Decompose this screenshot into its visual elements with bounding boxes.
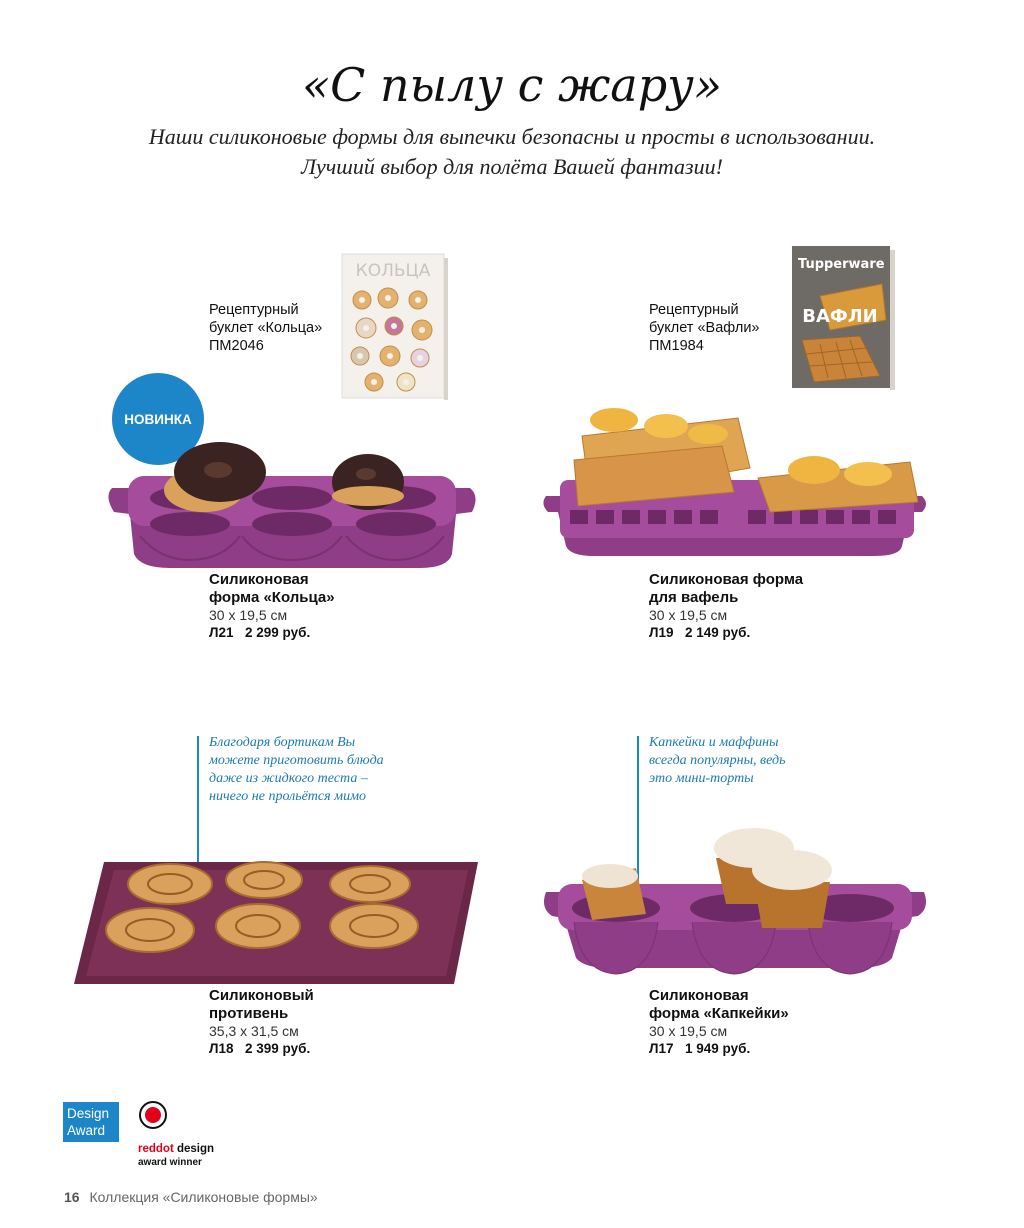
waffle-mold-image <box>538 400 930 560</box>
booklet-rings-line2: буклет «Кольца» <box>209 320 323 336</box>
booklet-waffles-cover-title: ВАФЛИ <box>802 306 878 327</box>
product-tray-name2: противень <box>209 1005 289 1022</box>
product-cupcake-price: 1 949 руб. <box>685 1041 751 1056</box>
product-rings-code: Л21 <box>209 625 234 640</box>
page-title: «С пылу с жару» <box>301 58 723 112</box>
product-waffles-name1: Силиконовая форма <box>649 571 804 588</box>
page-footer <box>64 1189 318 1205</box>
subtitle-line-1: Наши силиконовые формы для выпечки безопасны и просты в использовании. <box>148 124 876 149</box>
product-waffles-dims: 30 х 19,5 см <box>649 607 728 623</box>
note-tray-line3: даже из жидкого теста – <box>209 771 368 786</box>
product-cupcake-dims: 30 х 19,5 см <box>649 1023 728 1039</box>
product-tray-code: Л18 <box>209 1041 234 1056</box>
product-rings-caption <box>209 571 335 642</box>
note-cupcake-line3: это мини-торты <box>649 771 754 786</box>
note-tray-line1: Благодаря бортикам Вы <box>209 735 356 750</box>
footer-section-title: Коллекция «Силиконовые формы» <box>89 1189 318 1205</box>
booklet-waffles-line1: Рецептурный <box>649 302 739 318</box>
product-rings-name1: Силиконовая <box>209 571 309 588</box>
reddot-design-word: design <box>173 1143 215 1155</box>
product-waffles-caption <box>649 571 803 642</box>
product-tray-dims: 35,3 х 31,5 см <box>209 1023 299 1039</box>
booklet-waffles-line2: буклет «Вафли» <box>649 320 760 336</box>
subtitle-line-2: Лучший выбор для полёта Вашей фантазии! <box>301 154 723 179</box>
note-tray-line4: ничего не прольётся мимо <box>209 789 367 804</box>
booklet-rings-cover-image <box>340 252 450 402</box>
product-cupcake-name1: Силиконовая <box>649 987 749 1004</box>
note-cupcake-line1: Капкейки и маффины <box>649 735 779 750</box>
baking-sheet-image <box>74 850 494 986</box>
product-rings-dims: 30 х 19,5 см <box>209 607 288 623</box>
booklet-waffles-code: ПМ1984 <box>649 338 704 354</box>
product-tray-price: 2 399 руб. <box>245 1041 311 1056</box>
booklet-rings-cover-title: КОЛЬЦА <box>355 261 431 281</box>
product-cupcake-code: Л17 <box>649 1041 674 1056</box>
product-waffles-name2: для вафель <box>649 589 739 606</box>
note-tray <box>209 734 384 806</box>
booklet-rings-caption <box>209 301 322 355</box>
note-tray-pointer-line <box>197 736 199 866</box>
booklet-rings-code: ПМ2046 <box>209 338 264 354</box>
booklet-waffles-cover-image <box>790 244 898 392</box>
product-waffles-code: Л19 <box>649 625 674 640</box>
cupcake-mold-image <box>540 818 930 988</box>
product-cupcake-caption <box>649 987 789 1058</box>
booklet-rings-line1: Рецептурный <box>209 302 299 318</box>
product-tray-name1: Силиконовый <box>209 987 314 1004</box>
page-number: 16 <box>64 1189 80 1205</box>
reddot-logo-icon <box>138 1100 168 1130</box>
note-cupcake <box>649 734 785 788</box>
design-award-line1: Design <box>67 1106 110 1121</box>
booklet-waffles-cover-brand: Tupperware <box>798 257 885 272</box>
reddot-award-winner: award winner <box>138 1157 202 1168</box>
product-tray-caption <box>209 987 314 1058</box>
reddot-word: reddot <box>138 1143 174 1155</box>
product-cupcake-name2: форма «Капкейки» <box>649 1005 789 1022</box>
design-award-badge <box>63 1102 119 1142</box>
product-rings-price: 2 299 руб. <box>245 625 311 640</box>
reddot-caption <box>138 1143 214 1169</box>
ring-mold-image <box>100 436 480 576</box>
new-badge: НОВИНКА <box>112 373 204 465</box>
note-tray-line2: можете приготовить блюда <box>209 753 384 768</box>
product-rings-name2: форма «Кольца» <box>209 589 335 606</box>
product-waffles-price: 2 149 руб. <box>685 625 751 640</box>
design-award-line2: Award <box>67 1123 106 1138</box>
note-cupcake-line2: всегда популярны, ведь <box>649 753 786 768</box>
booklet-waffles-caption <box>649 301 760 355</box>
